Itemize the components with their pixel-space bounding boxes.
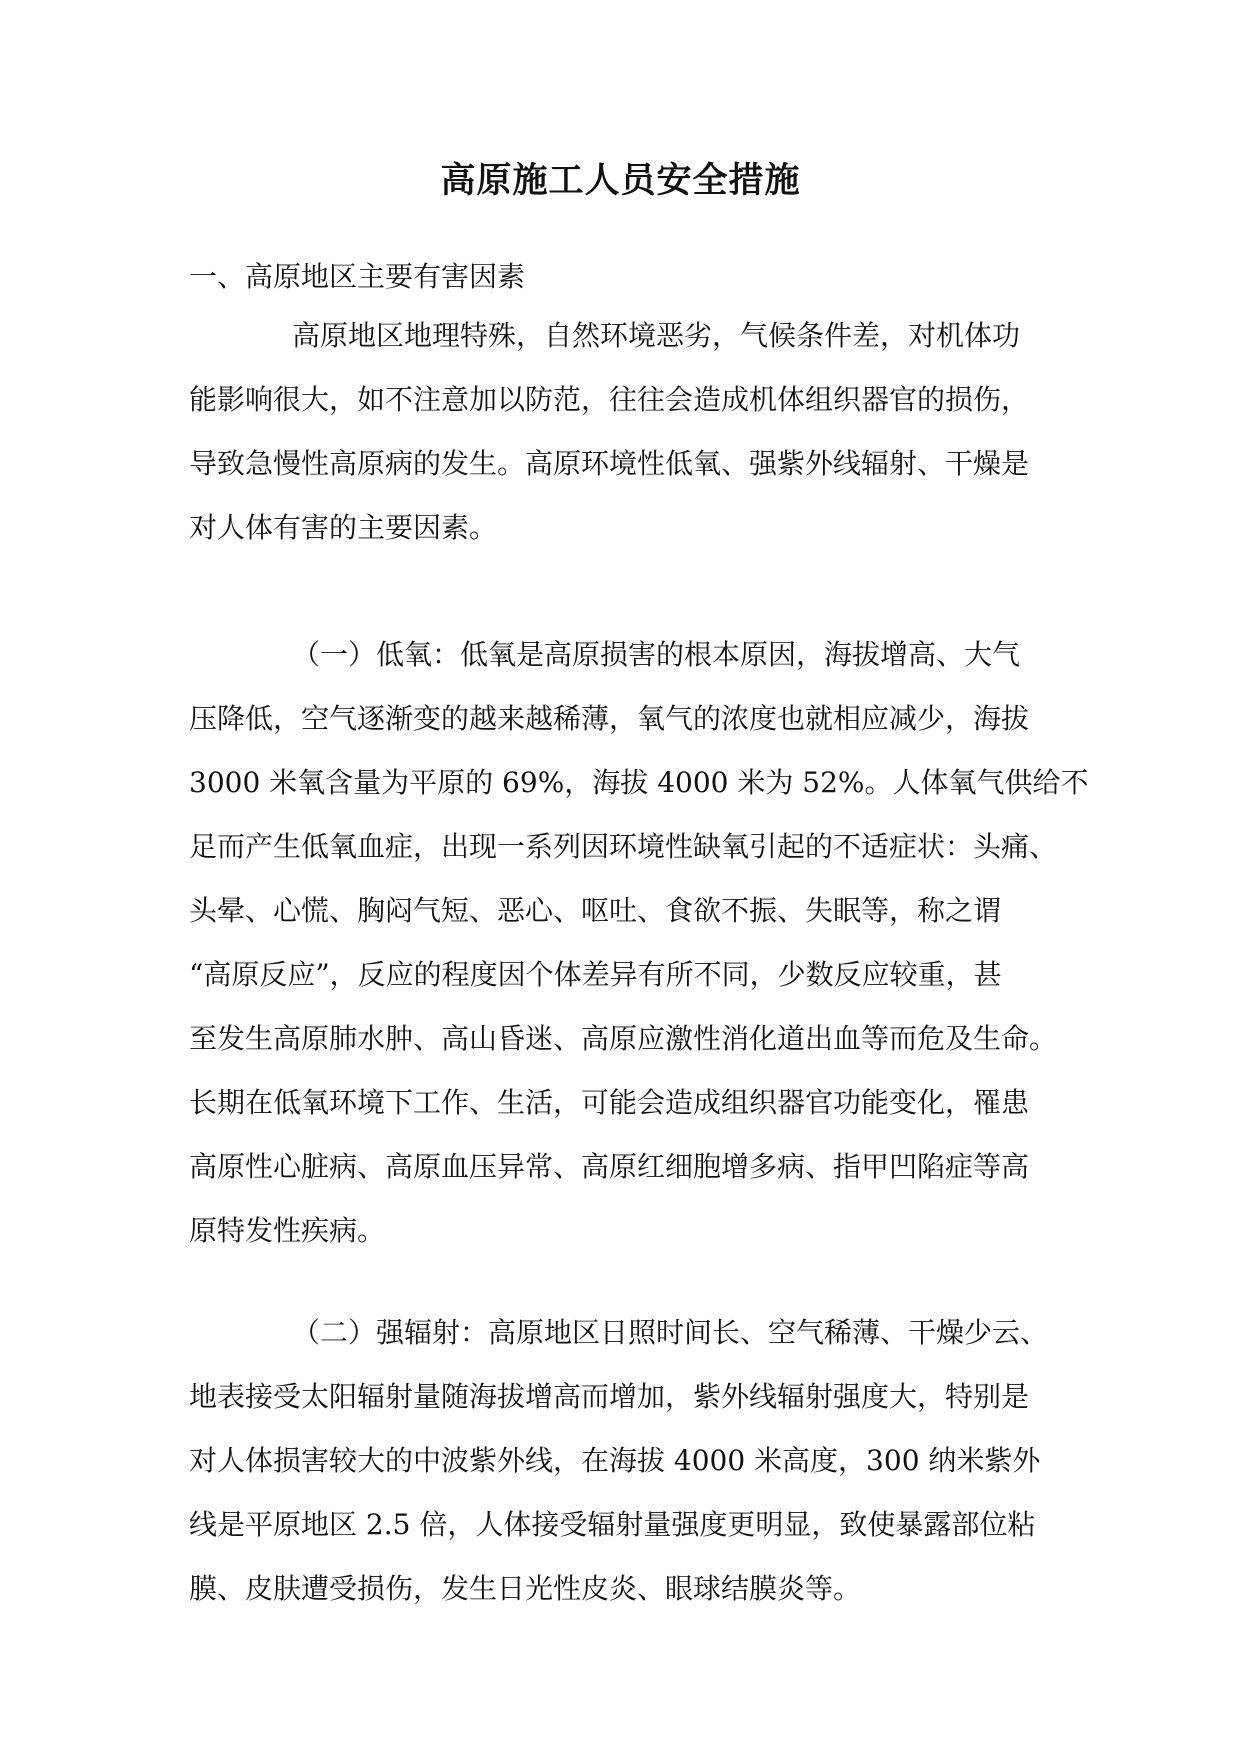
paragraph-geography <box>189 304 1069 560</box>
paragraph-line: 3000 米氧含量为平原的 69%，海拔 4000 米为 52%。人体氧气供给不 <box>189 766 1089 799</box>
paragraph-line: 能影响很大，如不注意加以防范，往往会造成机体组织器官的损伤， <box>189 383 1030 416</box>
paragraph-line: 至发生高原肺水肿、高山昏迷、高原应激性消化道出血等而危及生命。 <box>189 1022 1058 1055</box>
paragraph-line: 线是平原地区 2.5 倍，人体接受辐射量强度更明显，致使暴露部位粘 <box>189 1508 1036 1541</box>
paragraph-line: 对人体有害的主要因素。 <box>189 511 498 544</box>
paragraph-line: 膜、皮肤遭受损伤，发生日光性皮炎、眼球结膜炎等。 <box>189 1572 862 1605</box>
document-title: 高原施工人员安全措施 <box>440 160 801 201</box>
paragraph-hypoxia <box>189 623 1089 1263</box>
paragraph-line: “高原反应”，反应的程度因个体差异有所不同，少数反应较重，甚 <box>189 958 1002 991</box>
paragraph-line: 地表接受太阳辐射量随海拔增高而增加，紫外线辐射强度大，特别是 <box>189 1380 1030 1413</box>
paragraph-line: 原特发性疾病。 <box>189 1214 386 1247</box>
paragraph-line: 足而产生低氧血症，出现一系列因环境性缺氧引起的不适症状：头痛、 <box>189 830 1058 863</box>
section-heading: 一、高原地区主要有害因素 <box>189 260 526 293</box>
paragraph-line: 导致急慢性高原病的发生。高原环境性低氧、强紫外线辐射、干燥是 <box>189 447 1030 480</box>
paragraph-line: 头晕、心慌、胸闷气短、恶心、呕吐、食欲不振、失眠等，称之谓 <box>189 894 1002 927</box>
paragraph-line: 高原地区地理特殊，自然环境恶劣，气候条件差，对机体功 <box>292 319 1021 352</box>
paragraph-radiation <box>189 1301 1069 1621</box>
paragraph-line: 对人体损害较大的中波紫外线，在海拔 4000 米高度，300 纳米紫外 <box>189 1444 1041 1477</box>
paragraph-line: （二）强辐射：高原地区日照时间长、空气稀薄、干燥少云、 <box>292 1316 1049 1349</box>
paragraph-line: 高原性心脏病、高原血压异常、高原红细胞增多病、指甲凹陷症等高 <box>189 1150 1030 1183</box>
paragraph-line: 压降低，空气逐渐变的越来越稀薄，氧气的浓度也就相应减少，海拔 <box>189 702 1030 735</box>
paragraph-line: 长期在低氧环境下工作、生活，可能会造成组织器官功能变化，罹患 <box>189 1086 1030 1119</box>
paragraph-line: （一）低氧：低氧是高原损害的根本原因，海拔增高、大气 <box>292 638 1021 671</box>
